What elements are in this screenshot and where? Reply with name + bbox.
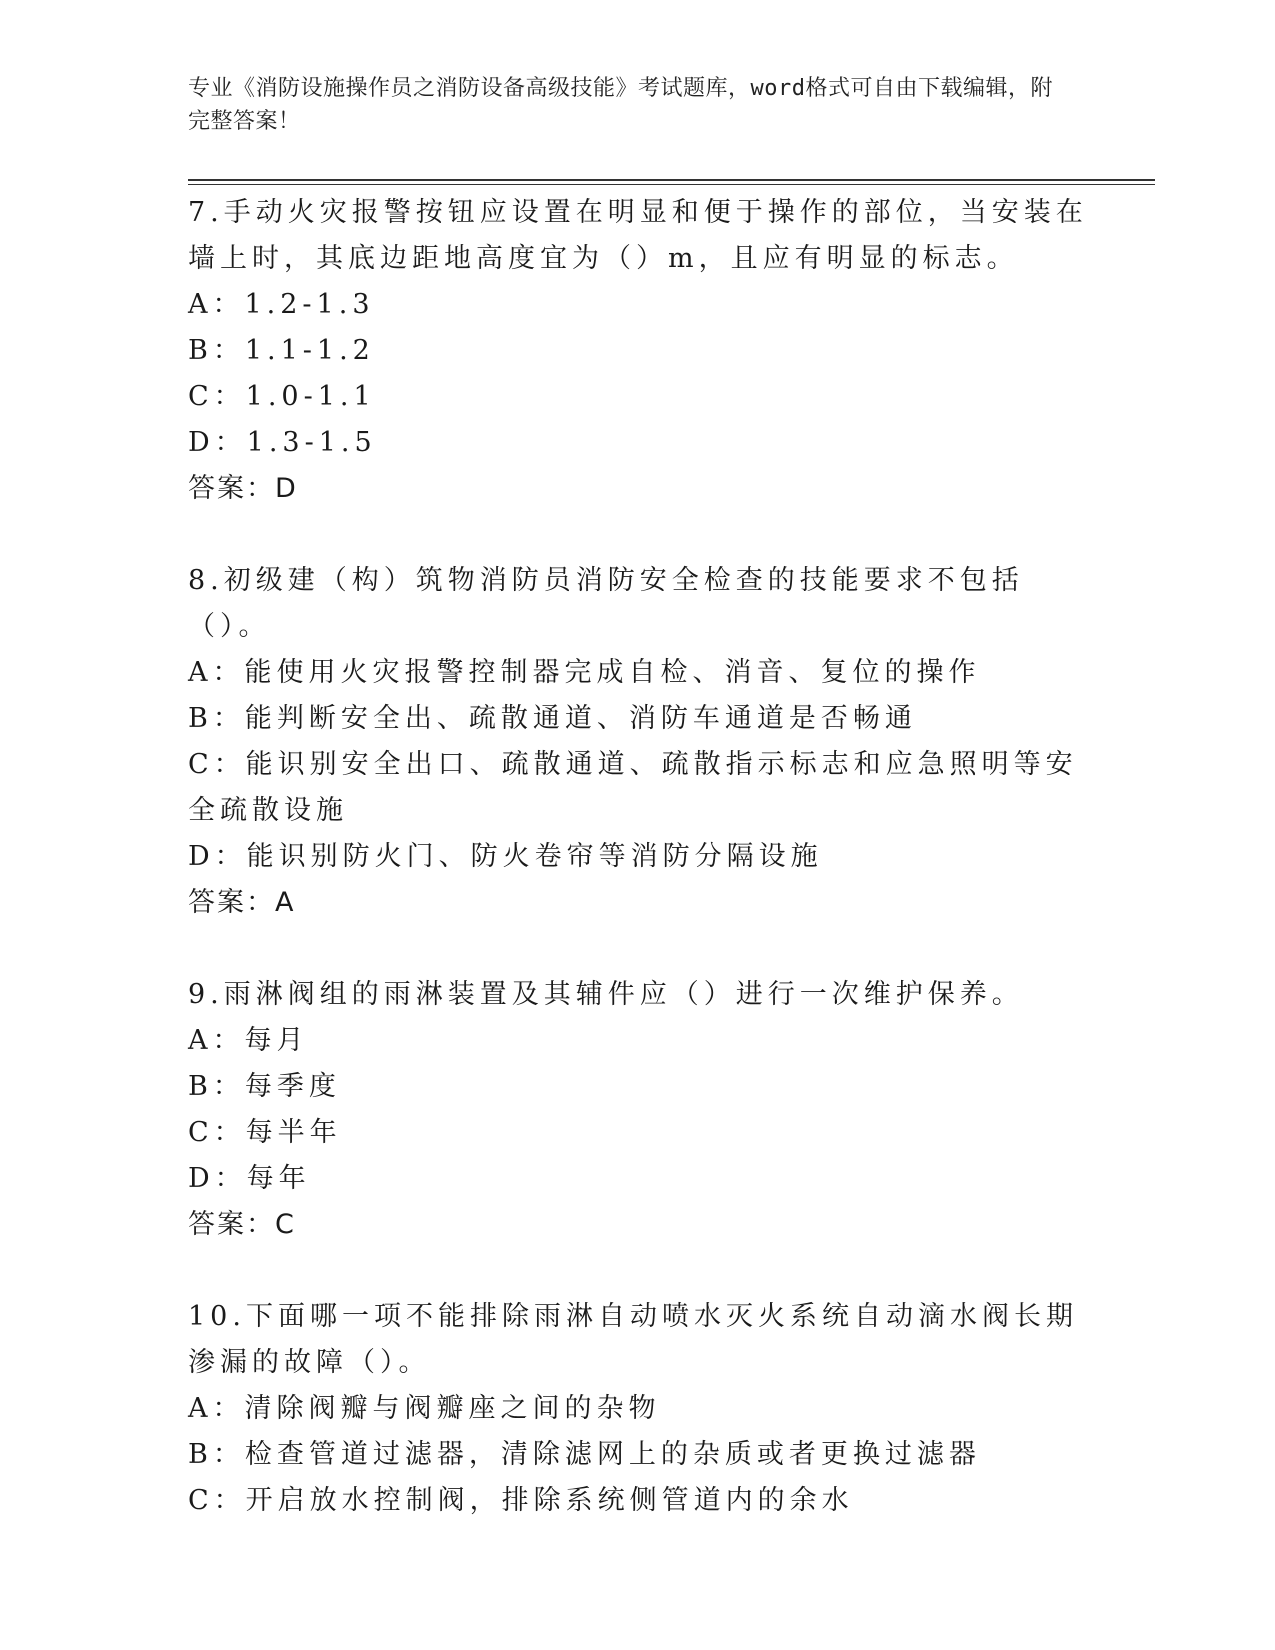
question-text: 8.初级建（构）筑物消防员消防安全检查的技能要求不包括（）。: [188, 565, 1024, 642]
option-a: A：清除阀瓣与阀瓣座之间的杂物: [188, 1393, 661, 1424]
option-c: C：每半年: [188, 1117, 342, 1148]
option-d: D：每年: [188, 1163, 311, 1194]
option-d: D：1.3-1.5: [188, 427, 377, 458]
option-b: B：每季度: [188, 1071, 341, 1102]
document-header: 专业《消防设施操作员之消防设备高级技能》考试题库，word格式可自由下载编辑，附完整答案！: [188, 76, 1053, 134]
question-spacer: [188, 512, 1088, 558]
option-a: A：每月: [188, 1025, 309, 1056]
option-b: B：1.1-1.2: [188, 335, 375, 366]
question-10: [188, 1294, 1088, 1524]
question-text: 10.下面哪一项不能排除雨淋自动喷水灭火系统自动滴水阀长期渗漏的故障（）。: [188, 1301, 1078, 1378]
question-7: [188, 190, 1088, 512]
question-text: 9.雨淋阀组的雨淋装置及其辅件应（）进行一次维护保养。: [188, 979, 1024, 1010]
question-text: 7.手动火灾报警按钮应设置在明显和便于操作的部位，当安装在墙上时，其底边距地高度宜为（）m，且应有明显的标志。: [188, 197, 1088, 274]
option-b: B：能判断安全出、疏散通道、消防车通道是否畅通: [188, 703, 917, 734]
option-b: B：检查管道过滤器，清除滤网上的杂质或者更换过滤器: [188, 1439, 981, 1470]
header-divider-thin: [188, 184, 1155, 185]
option-d: D：能识别防火门、防火卷帘等消防分隔设施: [188, 841, 823, 872]
answer-line: 答案：D: [188, 473, 298, 504]
option-a: A：1.2-1.3: [188, 289, 375, 320]
question-spacer: [188, 1248, 1088, 1294]
option-c: C：能识别安全出口、疏散通道、疏散指示标志和应急照明等安全疏散设施: [188, 749, 1078, 826]
question-list: [188, 190, 1088, 1524]
option-a: A：能使用火灾报警控制器完成自检、消音、复位的操作: [188, 657, 981, 688]
option-c: C：1.0-1.1: [188, 381, 376, 412]
question-9: [188, 972, 1088, 1248]
option-c: C：开启放水控制阀，排除系统侧管道内的余水: [188, 1485, 854, 1516]
question-8: [188, 558, 1088, 926]
question-spacer: [188, 926, 1088, 972]
answer-line: 答案：A: [188, 887, 296, 918]
header-divider-thick: [188, 179, 1155, 181]
answer-line: 答案：C: [188, 1209, 296, 1240]
